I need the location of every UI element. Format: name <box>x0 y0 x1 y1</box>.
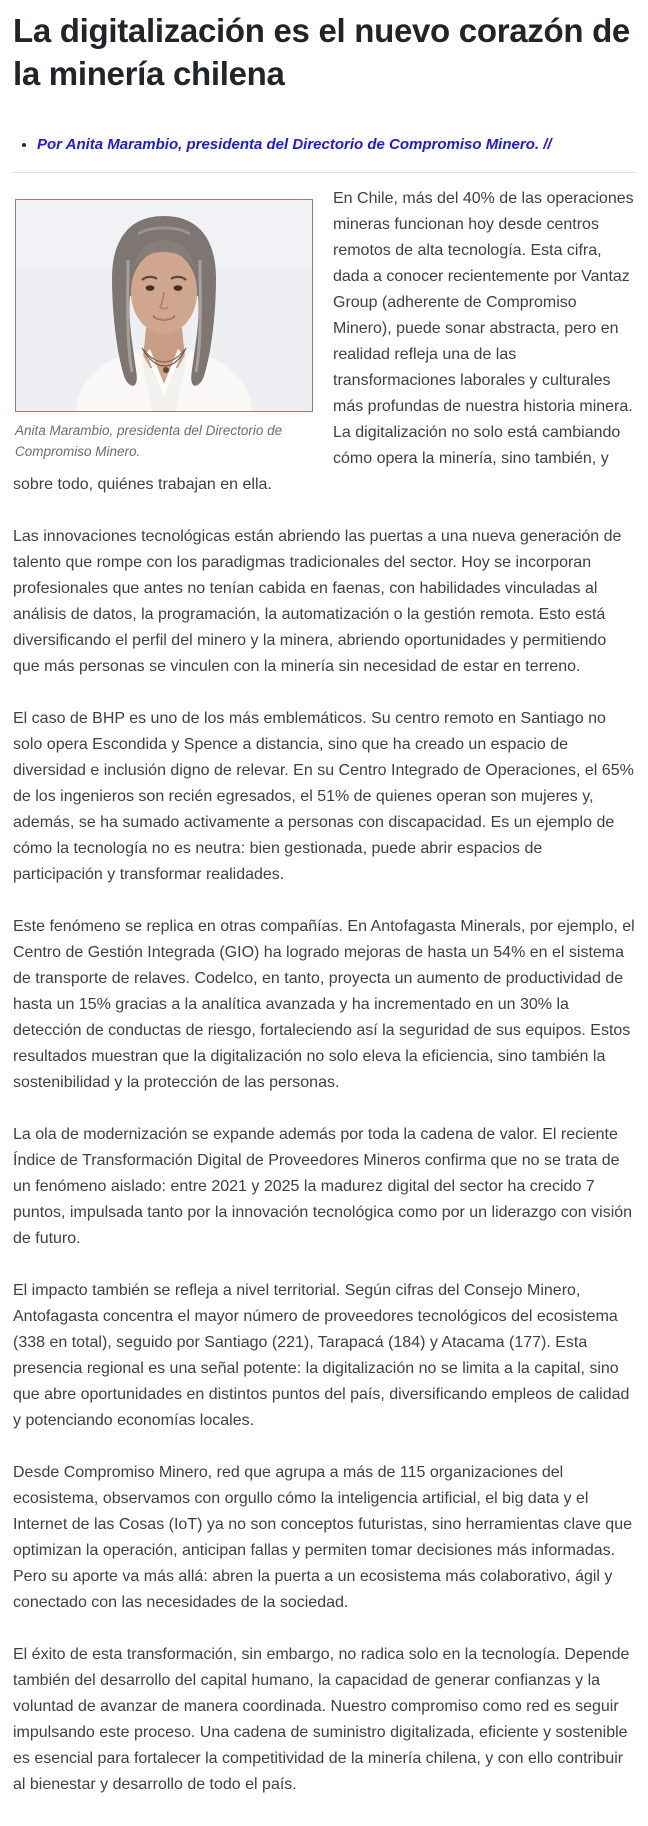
portrait-illustration <box>16 200 312 411</box>
article-paragraph: Desde Compromiso Minero, red que agrupa a más de 115 organizaciones del ecosistema, observamos con orgullo cómo la inteligencia artificial, el big data y el Internet de las Cosas (IoT) ya no son conceptos futuristas, sino herramientas clave que optimizan la operación, anticipan fallas y permiten tomar decisiones más informadas. Pero su aporte va más allá: abren la puerta a un ecosistema más colaborativo, ágil y conectado con las necesidades de la sociedad. <box>13 1464 632 1611</box>
page-title: La digitalización es el nuevo corazón de la minería chilena <box>13 12 630 92</box>
article-body <box>13 186 635 1824</box>
article-paragraph: Las innovaciones tecnológicas están abriendo las puertas a una nueva generación de talento que rompe con los paradigmas tradicionales del sector. Hoy se incorporan profesionales que antes no tenían cabida en faenas, con habilidades vinculadas al análisis de datos, la programación, la automatización o la gestión remota. Esto está diversificando el perfil del minero y la minera, abriendo oportunidades y permitiendo que más personas se vinculen con la minería sin necesidad de estar en terreno. <box>13 528 622 675</box>
portrait-figure <box>15 199 313 462</box>
article-paragraph: Este fenómeno se replica en otras compañías. En Antofagasta Minerals, por ejemplo, el Centro de Gestión Integrada (GIO) ha logrado mejoras de hasta un 54% en el sistema de transporte de relaves. Codelco, en tanto, proyecta un aumento de productividad de hasta un 15% gracias a la analítica avanzada y ha incrementado en un 30% la detección de conductas de riesgo, fortaleciendo así la seguridad de sus equipos. Estos resultados muestran que la digitalización no solo eleva la eficiencia, sino también la sostenibilidad y la protección de las personas. <box>13 918 635 1091</box>
article-paragraph: El éxito de esta transformación, sin embargo, no radica solo en la tecnología. Depende también del desarrollo del capital humano, la capacidad de generar confianzas y la voluntad de avanzar de manera coordinada. Nuestro compromiso como red es seguir impulsando este proceso. Una cadena de suministro digitalizada, eficiente y sostenible es esencial para fortalecer la competitividad de la minería chilena, y con ello contribuir al bienestar y desarrollo de todo el país. <box>13 1646 630 1793</box>
byline-list <box>13 135 635 154</box>
section-divider <box>13 172 635 173</box>
portrait-photo <box>15 199 313 412</box>
byline-link[interactable]: • Por Anita Marambio, presidenta del Directorio de Compromiso Minero. // <box>37 135 635 154</box>
portrait-caption: Anita Marambio, presidenta del Directorio de Compromiso Minero. <box>15 423 283 459</box>
article-paragraph: La ola de modernización se expande además por toda la cadena de valor. El reciente Índice de Transformación Digital de Proveedores Mineros confirma que no se trata de un fenómeno aislado: entre 2021 y 2025 la madurez digital del sector ha crecido 7 puntos, impulsada tanto por la innovación tecnológica como por un liderazgo con visión de futuro. <box>13 1126 633 1247</box>
article-paragraph: En Chile, más del 40% de las operaciones mineras funcionan hoy desde centros remotos de alta tecnología. Esta cifra, dada a conocer recientemente por Vantaz Group (adherente de Compromiso Minero), puede sonar abstracta, pero en realidad refleja una de las transformaciones laborales y culturales más profundas de nuestra historia minera. La digitalización no solo está cambiando cómo opera la minería, sino también, y sobre todo, quiénes trabajan en ella. <box>13 190 634 493</box>
article-paragraph: El caso de BHP es uno de los más emblemáticos. Su centro remoto en Santiago no solo opera Escondida y Spence a distancia, sino que ha creado un espacio de diversidad e inclusión digno de relevar. En su Centro Integrado de Operaciones, el 65% de los ingenieros son recién egresados, el 51% de quienes operan son mujeres y, además, se ha sumado activamente a personas con discapacidad. Es un ejemplo de cómo la tecnología no es neutra: bien gestionada, puede abrir espacios de participación y transformar realidades. <box>13 710 634 883</box>
article-paragraph: El impacto también se refleja a nivel territorial. Según cifras del Consejo Minero, Antofagasta concentra el mayor número de proveedores tecnológicos del ecosistema (338 en total), seguido por Santiago (221), Tarapacá (184) y Atacama (177). Esta presencia regional es una señal potente: la digitalización no se limita a la capital, sino que abre oportunidades en distintos puntos del país, diversificando empleos de calidad y potenciando economías locales. <box>13 1282 630 1429</box>
